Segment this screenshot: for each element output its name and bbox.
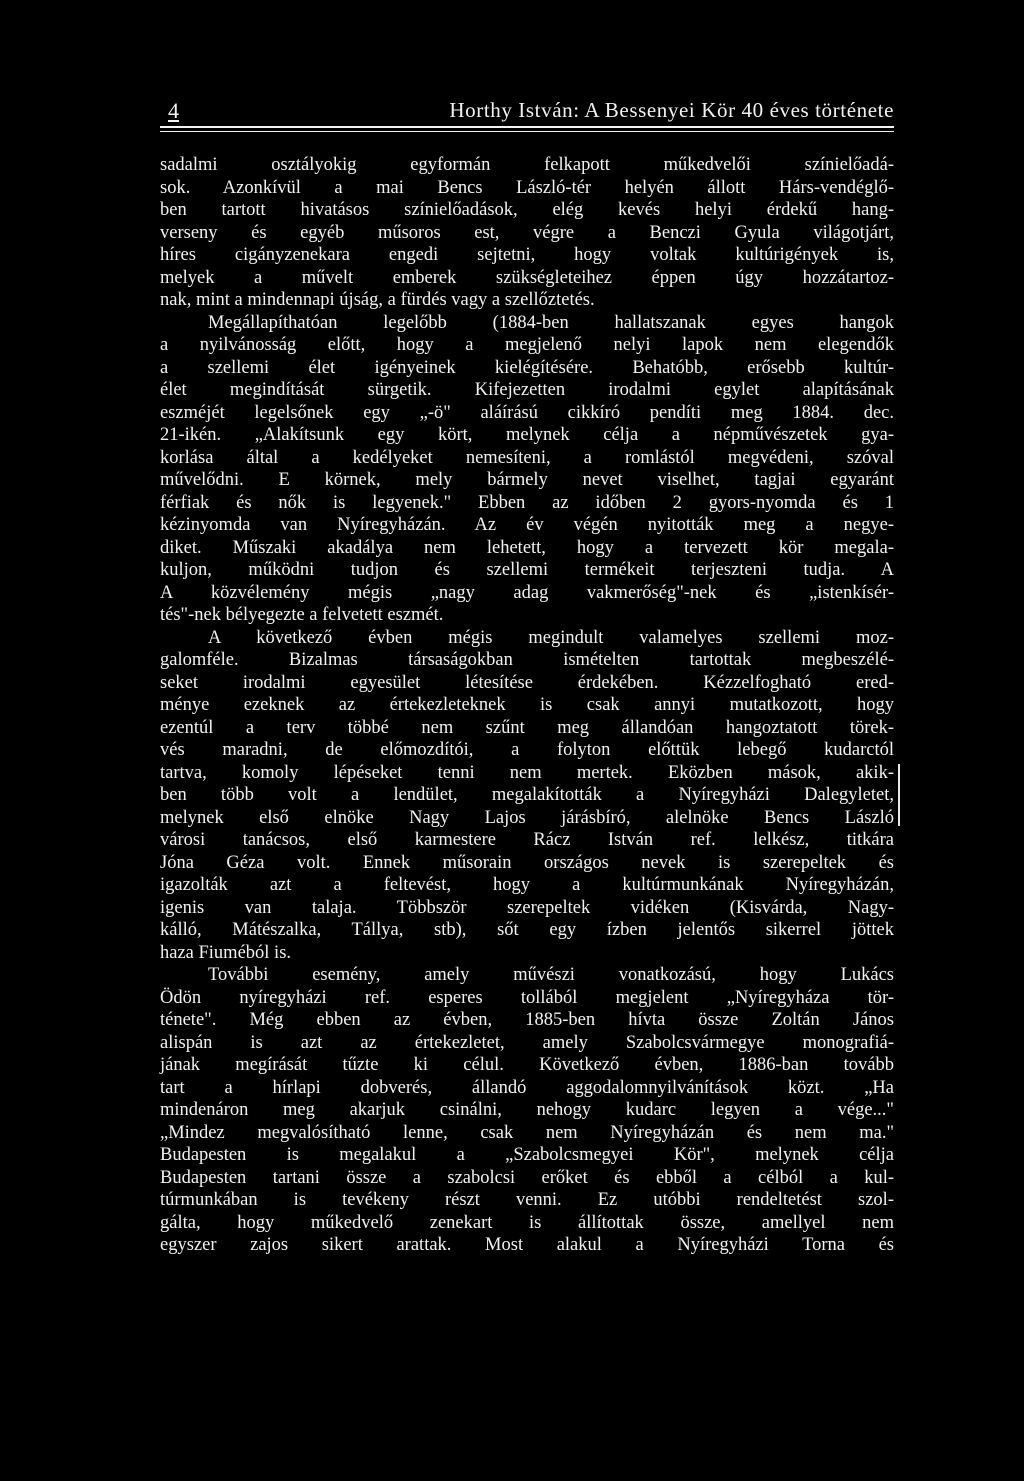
- text-line: seket irodalmi egyesület létesítése érdekében. Kézzelfogható ered-: [160, 672, 894, 693]
- body-text: [160, 154, 894, 1257]
- running-title: Horthy István: A Bessenyei Kör 40 éves története: [449, 98, 894, 122]
- header-rule: [160, 126, 894, 128]
- text-line: ezentúl a terv többé nem szűnt meg állandóan hangoztatott törek-: [160, 717, 894, 738]
- text-line: Budapesten tartani össze a szabolcsi erőket és ebből a célból a kul-: [160, 1167, 894, 1188]
- text-line: A közvélemény mégis „nagy adag vakmerőség"-nek és „istenkísér-: [160, 582, 894, 603]
- text-line: tés"-nek bélyegezte a felvetett eszmét.: [160, 605, 444, 625]
- text-line: híres cigányzenekara engedi sejtetni, hogy voltak kultúrigények is,: [160, 245, 894, 265]
- text-line: eszméjét legelsőnek egy „-ö" aláírású cikkíró pendíti meg 1884. dec.: [160, 402, 894, 423]
- text-line: korlása által a kedélyeket nemesíteni, a romlástól megvédeni, szóval: [160, 447, 894, 468]
- text-line: jának megírását tűzte ki célul. Következő évben, 1886-ban tovább: [160, 1055, 894, 1075]
- text-line: tart a hírlapi dobverés, állandó aggodalomnyilvánítások közt. „Ha: [160, 1077, 894, 1098]
- text-line: melynek első elnöke Nagy Lajos járásbíró, alelnöke Bencs László: [160, 807, 894, 828]
- text-line: kézinyomda van Nyíregyházán. Az év végén nyitották meg a negye-: [160, 515, 894, 535]
- text-line: a szellemi élet igényeinek kielégítésére. Behatóbb, erősebb kultúr-: [160, 357, 894, 378]
- text-line: ben tartott hivatásos színielőadások, elég kevés helyi érdekű hang-: [160, 200, 894, 220]
- text-line: élet megindítását sürgetik. Kifejezetten irodalmi egylet alapításának: [160, 380, 894, 400]
- text-line: diket. Műszaki akadálya nem lehetett, hogy a tervezett kör megala-: [160, 537, 894, 558]
- text-line: haza Fiuméból is.: [160, 942, 292, 963]
- text-line: ménye ezeknek az értekezleteknek is csak annyi mutatkozott, hogy: [160, 695, 894, 715]
- text-line: városi tanácsos, első karmestere Rácz István ref. lelkész, titkára: [160, 830, 894, 850]
- text-line: túrmunkában is tevékeny részt venni. Ez utóbbi rendeltetést szol-: [160, 1190, 894, 1210]
- text-line: Ödön nyíregyházi ref. esperes tollából megjelent „Nyíregyháza tör-: [160, 987, 894, 1008]
- text-line: alispán is azt az értekezletet, amely Szabolcsvármegye monografiá-: [160, 1032, 894, 1053]
- text-line: További esemény, amely művészi vonatkozású, hogy Lukács: [208, 965, 894, 985]
- text-line: Budapesten is megalakul a „Szabolcsmegyei Kör", melynek célja: [160, 1145, 894, 1165]
- text-line: A következő évben mégis megindult valamelyes szellemi moz-: [208, 627, 894, 648]
- text-line: 21-ikén. „Alakítsunk egy kört, melynek célja a népművészetek gya-: [160, 425, 894, 445]
- text-line: nak, mint a mindennapi újság, a fürdés vagy a szellőztetés.: [160, 290, 595, 310]
- page-header: [160, 98, 894, 132]
- text-line: melyek a művelt emberek szükségleteihez éppen úgy hozzátartoz-: [160, 267, 894, 288]
- text-line: igazolták azt a feltevést, hogy a kultúrmunkának Nyíregyházán,: [160, 875, 894, 895]
- text-line: verseny és egyéb műsoros est, végre a Benczi Gyula világotjárt,: [160, 222, 894, 243]
- text-line: Megállapíthatóan legelőbb (1884-ben hallatszanak egyes hangok: [208, 312, 894, 333]
- text-line: galomféle. Bizalmas társaságokban ismételten tartottak megbeszélé-: [160, 650, 894, 670]
- text-line: igenis van talaja. Többször szerepeltek vidéken (Kisvárda, Nagy-: [160, 897, 894, 918]
- text-line: ben több volt a lendület, megalakították a Nyíregyházi Dalegyletet,: [160, 785, 894, 805]
- text-line: mindenáron meg akarjuk csinálni, nehogy kudarc legyen a vége...": [160, 1100, 894, 1120]
- text-line: férfiak és nők is legyenek." Ebben az időben 2 gyors-nyomda és 1: [160, 492, 894, 513]
- header-rule-thin: [160, 131, 894, 132]
- text-line: gálta, hogy műkedvelő zenekart is állítottak össze, amellyel nem: [160, 1212, 894, 1233]
- text-line: kálló, Mátészalka, Tállya, stb), sőt egy ízben jelentős sikerrel jöttek: [160, 920, 894, 940]
- text-line: kuljon, működni tudjon és szellemi termékeit terjeszteni tudja. A: [160, 560, 894, 580]
- page-number: 4: [168, 98, 179, 123]
- text-line: a nyilvánosság előtt, hogy a megjelenő nelyi lapok nem elegendők: [160, 335, 894, 355]
- text-line: ténete". Még ebben az évben, 1885-ben hívta össze Zoltán János: [160, 1010, 894, 1030]
- text-line: vés maradni, de előmozdítói, a folyton előttük lebegő kudarctól: [160, 740, 894, 760]
- text-line: Jóna Géza volt. Ennek műsorain országos nevek is szerepeltek és: [160, 852, 894, 873]
- text-line: sok. Azonkívül a mai Bencs László-tér helyén állott Hárs-vendéglő-: [160, 177, 894, 198]
- text-line: tartva, komoly lépéseket tenni nem mertek. Eközben mások, akik-: [160, 762, 894, 783]
- margin-mark: [898, 764, 900, 826]
- text-line: művelődni. E körnek, mely bármely nevet viselhet, tagjai egyaránt: [160, 470, 894, 490]
- text-line: „Mindez megvalósítható lenne, csak nem Nyíregyházán és nem ma.": [160, 1122, 894, 1143]
- text-line: egyszer zajos sikert arattak. Most alakul a Nyíregyházi Torna és: [160, 1235, 894, 1255]
- text-line: sadalmi osztályokig egyformán felkapott műkedvelői színielőadá-: [160, 155, 894, 175]
